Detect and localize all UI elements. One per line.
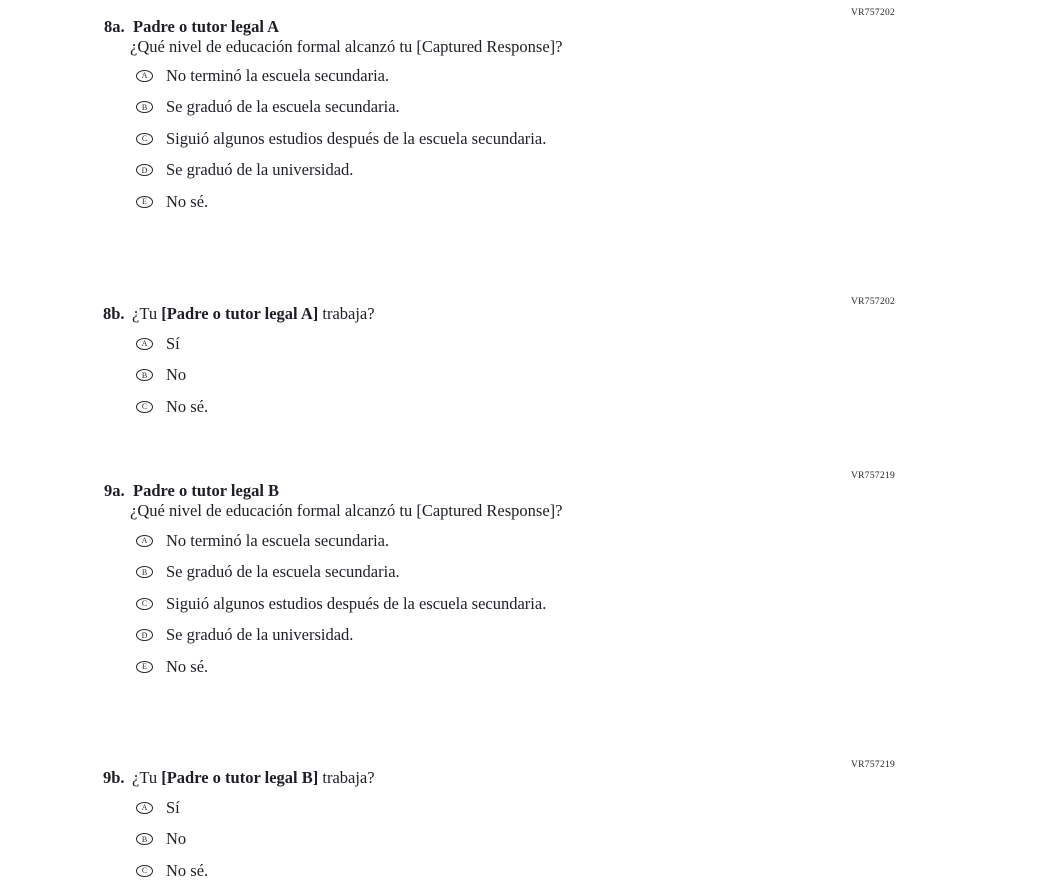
answer-option-a[interactable] <box>136 792 208 824</box>
question-9b-code: VR757219 <box>851 760 896 770</box>
question-9b-options <box>136 792 208 885</box>
option-bubble-icon[interactable]: A <box>136 535 153 547</box>
option-label: No <box>166 829 187 849</box>
option-bubble-icon[interactable]: B <box>136 566 153 578</box>
option-bubble-icon[interactable]: B <box>136 369 153 381</box>
option-label: Siguió algunos estudios después de la escuela secundaria. <box>166 128 547 148</box>
answer-option-c[interactable] <box>136 855 208 885</box>
option-bubble-icon[interactable]: B <box>136 101 153 113</box>
answer-option-c[interactable] <box>136 123 546 155</box>
option-label: No sé. <box>166 191 209 211</box>
answer-option-a[interactable] <box>136 328 208 360</box>
question-number: 8a. <box>104 17 125 36</box>
answer-option-d[interactable] <box>136 620 546 652</box>
answer-option-e[interactable] <box>136 186 546 218</box>
answer-option-b[interactable] <box>136 557 546 589</box>
question-9a-header <box>104 481 279 501</box>
option-bubble-icon[interactable]: C <box>136 598 153 610</box>
option-bubble-icon[interactable]: C <box>136 133 153 145</box>
option-bubble-icon[interactable]: B <box>136 833 153 845</box>
question-number: 9b. <box>103 768 125 787</box>
option-label: No sé. <box>166 396 209 416</box>
option-bubble-icon[interactable]: E <box>136 661 153 673</box>
question-9a-prompt: ¿Qué nivel de educación formal alcanzó tu [Captured Response]? <box>130 501 563 520</box>
question-8a-options <box>136 60 546 218</box>
answer-option-b[interactable] <box>136 824 208 856</box>
option-label: Se graduó de la escuela secundaria. <box>166 97 400 117</box>
question-number: 8b. <box>103 304 125 323</box>
question-9a-code: VR757219 <box>851 471 896 481</box>
option-bubble-icon[interactable]: C <box>136 401 153 413</box>
question-8a-code: VR757202 <box>851 8 896 18</box>
answer-option-a[interactable] <box>136 60 546 92</box>
option-label: No sé. <box>166 860 209 880</box>
option-label: Se graduó de la universidad. <box>166 625 354 645</box>
option-label: Sí <box>166 333 180 353</box>
option-label: Siguió algunos estudios después de la escuela secundaria. <box>166 593 547 613</box>
question-9a-options <box>136 525 546 683</box>
option-bubble-icon[interactable]: A <box>136 338 153 350</box>
option-bubble-icon[interactable]: A <box>136 802 153 814</box>
option-label: Se graduó de la universidad. <box>166 160 354 180</box>
option-label: Sí <box>166 797 180 817</box>
question-prompt: ¿Tu [Padre o tutor legal B] trabaja? <box>132 768 375 787</box>
answer-option-c[interactable] <box>136 391 208 423</box>
option-label: No <box>166 365 187 385</box>
answer-option-b[interactable] <box>136 360 208 392</box>
answer-option-e[interactable] <box>136 651 546 683</box>
question-title: Padre o tutor legal A <box>133 17 280 36</box>
question-title: Padre o tutor legal B <box>133 481 280 500</box>
option-label: Se graduó de la escuela secundaria. <box>166 562 400 582</box>
question-8a-header <box>104 17 279 37</box>
option-bubble-icon[interactable]: D <box>136 629 153 641</box>
option-bubble-icon[interactable]: D <box>136 164 153 176</box>
option-label: No sé. <box>166 656 209 676</box>
answer-option-c[interactable] <box>136 588 546 620</box>
option-bubble-icon[interactable]: C <box>136 865 153 877</box>
option-bubble-icon[interactable]: E <box>136 196 153 208</box>
answer-option-d[interactable] <box>136 155 546 187</box>
option-bubble-icon[interactable]: A <box>136 70 153 82</box>
answer-option-a[interactable] <box>136 525 546 557</box>
question-8a-prompt: ¿Qué nivel de educación formal alcanzó tu [Captured Response]? <box>130 37 563 56</box>
question-prompt: ¿Tu [Padre o tutor legal A] trabaja? <box>132 304 375 323</box>
answer-option-b[interactable] <box>136 92 546 124</box>
option-label: No terminó la escuela secundaria. <box>166 530 390 550</box>
question-9b-header <box>103 768 375 788</box>
question-number: 9a. <box>104 481 125 500</box>
question-8b-options <box>136 328 208 423</box>
option-label: No terminó la escuela secundaria. <box>166 65 390 85</box>
question-8b-header <box>103 304 375 324</box>
question-8b-code: VR757202 <box>851 297 896 307</box>
